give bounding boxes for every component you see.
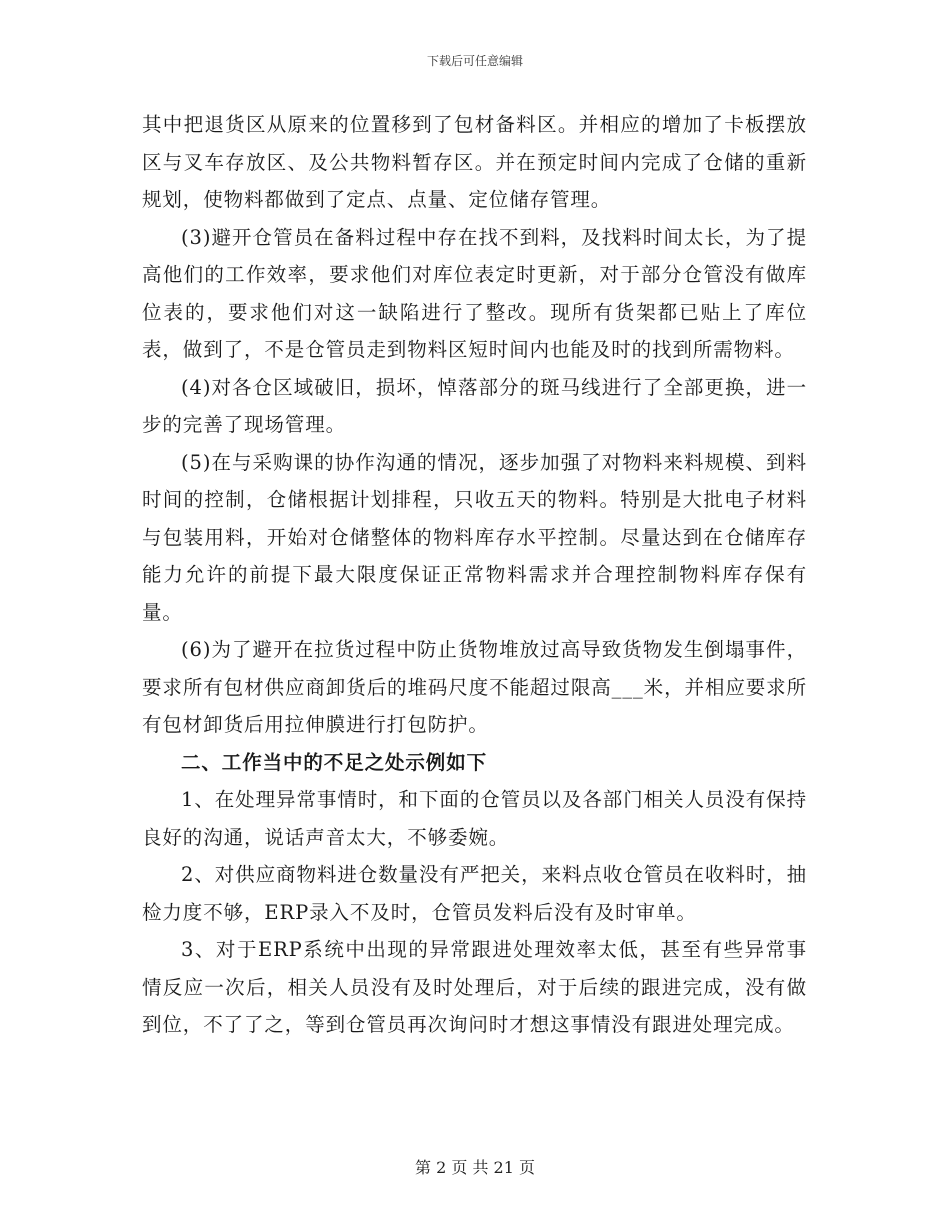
section-heading: 二、工作当中的不足之处示例如下	[181, 750, 488, 774]
page-number: 第 2 页 共 21 页	[415, 1158, 535, 1177]
paragraph-item-3: (3)避开仓管员在备料过程中存在找不到料，及找料时间太长，为了提高他们的工作效率，要求他们对库位表定时更新，对于部分仓管没有做库位表的，要求他们对这一缺陷进行了整改。现所有货架都已贴上了库位表，做到了，不是仓管员走到物料区短时间内也能及时的找到所需物料。	[142, 225, 807, 361]
paragraph-item-6: (6)为了避开在拉货过程中防止货物堆放过高导致货物发生倒塌事件，要求所有包材供应商卸货后的堆码尺度不能超过限高___米，并相应要求所有包材卸货后用拉伸膜进行打包防护。	[142, 638, 807, 736]
page-header: 下载后可任意编辑	[426, 54, 523, 68]
paragraph-continuation: 其中把退货区从原来的位置移到了包材备料区。并相应的增加了卡板摆放区与叉车存放区、及公共物料暂存区。并在预定时间内完成了仓储的重新规划，使物料都做到了定点、点量、定位储存管理。	[142, 113, 807, 211]
document-body	[142, 106, 807, 1044]
shortcoming-item-3: 3、对于ERP系统中出现的异常跟进处理效率太低，甚至有些异常事情反应一次后，相关人员没有及时处理后，对于后续的跟进完成，没有做到位，不了了之，等到仓管员再次询问时才想这事情没有跟进处理完成。	[142, 938, 807, 1036]
shortcoming-item-2: 2、对供应商物料进仓数量没有严把关，来料点收仓管员在收料时，抽检力度不够，ERP录入不及时，仓管员发料后没有及时审单。	[142, 863, 807, 924]
paragraph-item-4: (4)对各仓区域破旧，损坏，悼落部分的斑马线进行了全部更换，进一步的完善了现场管理。	[142, 375, 807, 436]
shortcoming-item-1: 1、在处理异常事情时，和下面的仓管员以及各部门相关人员没有保持良好的沟通，说话声音太大，不够委婉。	[142, 788, 807, 849]
paragraph-item-5: (5)在与采购课的协作沟通的情况，逐步加强了对物料来料规模、到料时间的控制，仓储根据计划排程，只收五天的物料。特别是大批电子材料与包装用料，开始对仓储整体的物料库存水平控制。尽量达到在仓储库存能力允许的前提下最大限度保证正常物料需求并合理控制物料库存保有量。	[142, 450, 807, 624]
